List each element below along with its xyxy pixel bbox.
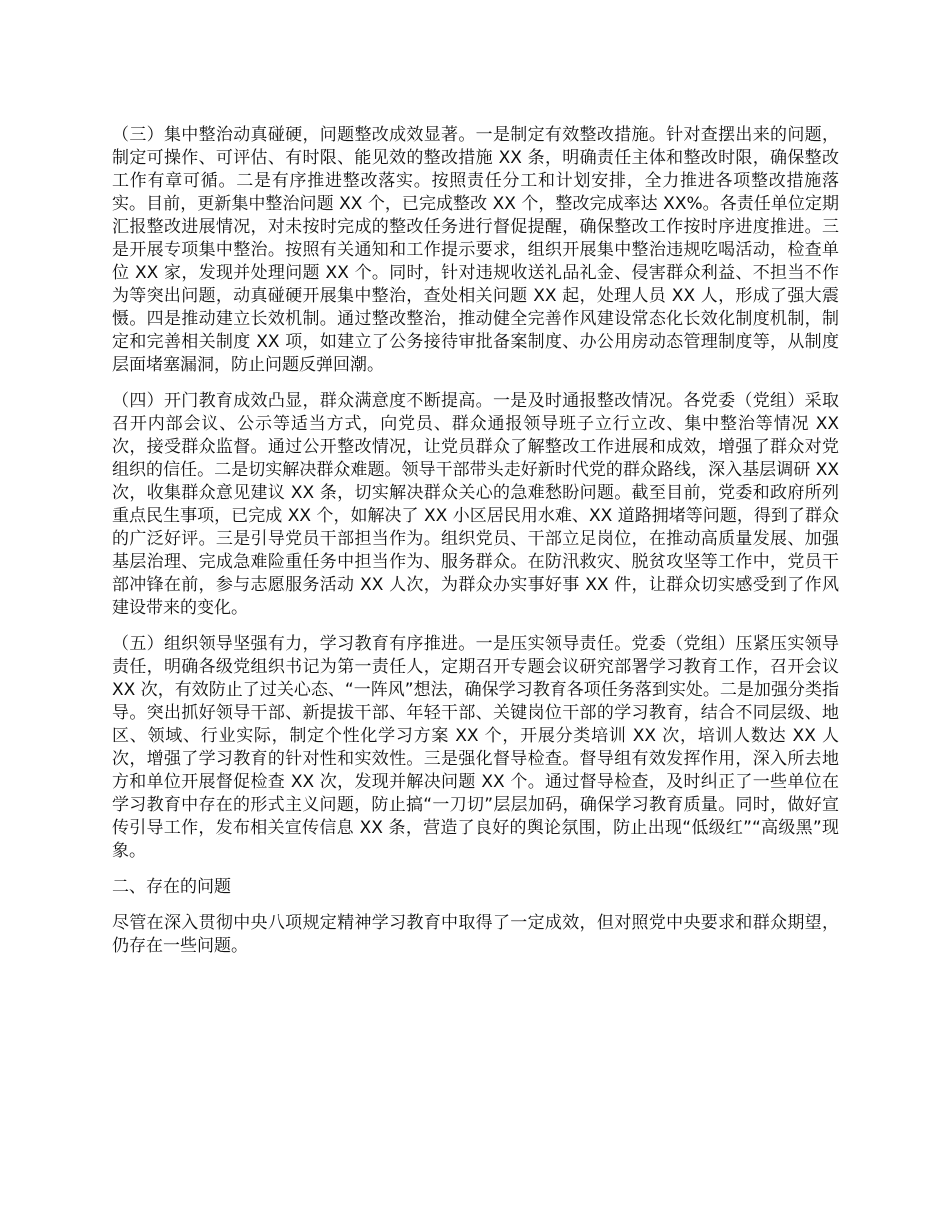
paragraph-existing-problems: 尽管在深入贯彻中央八项规定精神学习教育中取得了一定成效，但对照党中央要求和群众期望，仍存在一些问题。 [112, 913, 839, 956]
paragraph-open-education: （四）开门教育成效凸显，群众满意度不断提高。一是及时通报整改情况。各党委（党组）采取召开内部会议、公示等适当方式，向党员、群众通报领导班子立行立改、集中整治等情况 XX 次，接受群众监督。通过公开整改情况，让党员群众了解整改工作进展和成效，增强了群众对党组织的信任。二是切实解决群众难题。领导干部带头走好新时代党的群众路线，深入基层调研 XX 次，收集群众意见建议 XX 条，切实解决群众关心的急难愁盼问题。截至目前，党委和政府所列重点民生事项，已完成 XX 个，如解决了 XX 小区居民用水难、XX 道路拥堵等问题，得到了群众的广泛好评。三是引导党员干部担当作为。组织党员、干部立足岗位，在推动高质量发展、加强基层治理、完成急难险重任务中担当作为、服务群众。在防汛救灾、脱贫攻坚等工作中，党员干部冲锋在前，参与志愿服务活动 XX 人次，为群众办实事好事 XX 件，让群众切实感受到了作风建设带来的变化。 [112, 391, 839, 618]
paragraph-organization-leadership: （五）组织领导坚强有力，学习教育有序推进。一是压实领导责任。党委（党组）压紧压实领导责任，明确各级党组织书记为第一责任人，定期召开专题会议研究部署学习教育工作，召开会议 XX 次，有效防止了过关心态、“一阵风”想法，确保学习教育各项任务落到实处。二是加强分类指导。突出抓好领导干部、新提拔干部、年轻干部、关键岗位干部的学习教育，结合不同层级、地区、领域、行业实际，制定个性化学习方案 XX 个，开展分类培训 XX 次，培训人数达 XX 人次，增强了学习教育的针对性和实效性。三是强化督导检查。督导组有效发挥作用，深入所去地方和单位开展督促检查 XX 次，发现并解决问题 XX 个。通过督导检查，及时纠正了一些单位在学习教育中存在的形式主义问题，防止搞“一刀切”层层加码，确保学习教育质量。同时，做好宣传引导工作，发布相关宣传信息 XX 条，营造了良好的舆论氛围，防止出现“低级红”“高级黑”现象。 [112, 634, 839, 861]
paragraph-rectification: （三）集中整治动真碰硬，问题整改成效显著。一是制定有效整改措施。针对查摆出来的问题，制定可操作、可评估、有时限、能见效的整改措施 XX 条，明确责任主体和整改时限，确保整改工作有章可循。二是有序推进整改落实。按照责任分工和计划安排，全力推进各项整改措施落实。目前，更新集中整治问题 XX 个，已完成整改 XX 个，整改完成率达 XX%。各责任单位定期汇报整改进展情况，对未按时完成的整改任务进行督促提醒，确保整改工作按时序进度推进。三是开展专项集中整治。按照有关通知和工作提示要求，组织开展集中整治违规吃喝活动，检查单位 XX 家，发现并处理问题 XX 个。同时，针对违规收送礼品礼金、侵害群众利益、不担当不作为等突出问题，动真碰硬开展集中整治，查处相关问题 XX 起，处理人员 XX 人，形成了强大震慑。四是推动建立长效机制。通过整改整治，推动健全完善作风建设常态化长效化制度机制，制定和完善相关制度 XX 项，如建立了公务接待审批备案制度、办公用房动态管理制度等，从制度层面堵塞漏洞，防止问题反弹回潮。 [112, 125, 839, 375]
document-page [112, 124, 839, 971]
section-heading: 二、存在的问题 [112, 877, 231, 897]
